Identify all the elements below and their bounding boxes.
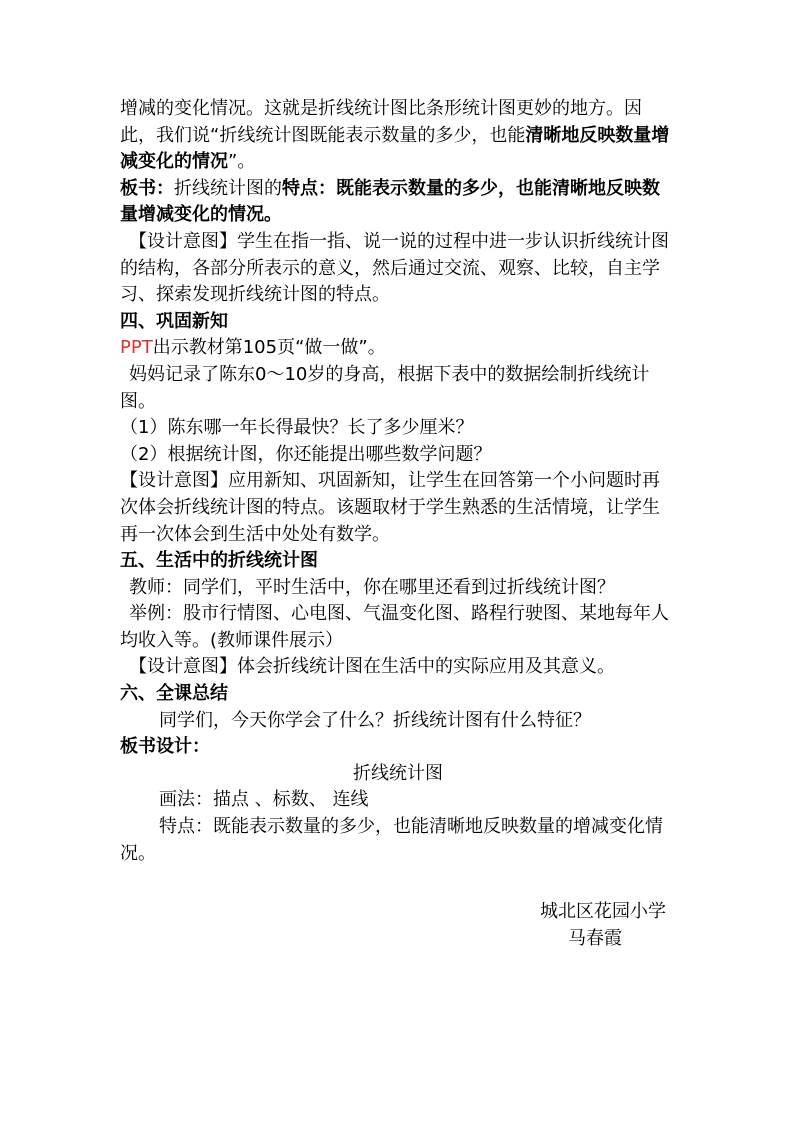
text-run: ”。 xyxy=(228,151,256,173)
board-design-title: 板书设计： xyxy=(120,736,210,758)
section-heading-6: 六、全课总结 xyxy=(120,683,228,705)
question-1: （1）陈东哪一年长得最快？长了多少厘米？ xyxy=(120,417,474,439)
paragraph-blackboard-note xyxy=(120,176,676,229)
text-run: 出示教材第105页“做一做”。 xyxy=(152,337,386,359)
paragraph-task: 妈妈记录了陈东0～10岁的身高，根据下表中的数据绘制折线统计图。 xyxy=(120,363,650,412)
author-name: 马春霞 xyxy=(568,928,622,949)
bold-text-run: 特点：既能表示数量的多少，也能清晰地反映数量增减变化的情况。 xyxy=(120,177,660,226)
label-banshu: 板书： xyxy=(120,177,174,199)
paragraph-line-chart-advantage xyxy=(120,96,676,176)
board-feature: 特点：既能表示数量的多少，也能清晰地反映数量的增减变化情况。 xyxy=(120,816,663,864)
paragraph-design-intent-3: 【设计意图】体会折线统计图在生活中的实际应用及其意义。 xyxy=(129,656,615,678)
paragraph-design-intent-2: 【设计意图】应用新知、巩固新知，让学生在回答第一个小问题时再次体会折线统计图的特点。该题取材于学生熟悉的生活情境，让学生再一次体会到生活中处处有数学。 xyxy=(120,470,660,545)
section-heading-4: 四、巩固新知 xyxy=(120,310,228,332)
text-run: 增减的变化情况。这就是折线统计图比条形统计图更妙的地方。因此，我们说“折线统计图既能表示数量的多少，也能 xyxy=(120,98,642,146)
paragraph-design-intent-1: 【设计意图】学生在指一指、说一说的过程中进一步认识折线统计图的结构，各部分所表示的意义，然后通过交流、观察、比较，自主学习、探索发现折线统计图的特点。 xyxy=(120,230,669,306)
school-name: 城北区花园小学 xyxy=(540,901,666,922)
paragraph-ppt xyxy=(120,335,676,362)
board-heading: 折线统计图 xyxy=(353,762,443,784)
question-2: （2）根据统计图，你还能提出哪些数学问题？ xyxy=(120,443,492,465)
bold-text-run: 清晰地反映数量增减变化的情况 xyxy=(120,124,670,173)
paragraph-examples: 举例：股市行情图、心电图、气温变化图、路程行驶图、某地每年人均收入等。(教师课件展示） xyxy=(120,603,669,651)
section-heading-5: 五、生活中的折线统计图 xyxy=(120,550,318,572)
board-method: 画法：描点 、标数、 连线 xyxy=(159,789,369,811)
text-run: 折线统计图的 xyxy=(174,177,282,199)
paragraph-summary: 同学们，今天你学会了什么？折线统计图有什么特征？ xyxy=(159,709,591,731)
ppt-label: PPT xyxy=(120,337,153,359)
document-body xyxy=(120,96,676,867)
paragraph-teacher-question: 教师：同学们，平时生活中，你在哪里还看到过折线统计图？ xyxy=(129,576,615,598)
